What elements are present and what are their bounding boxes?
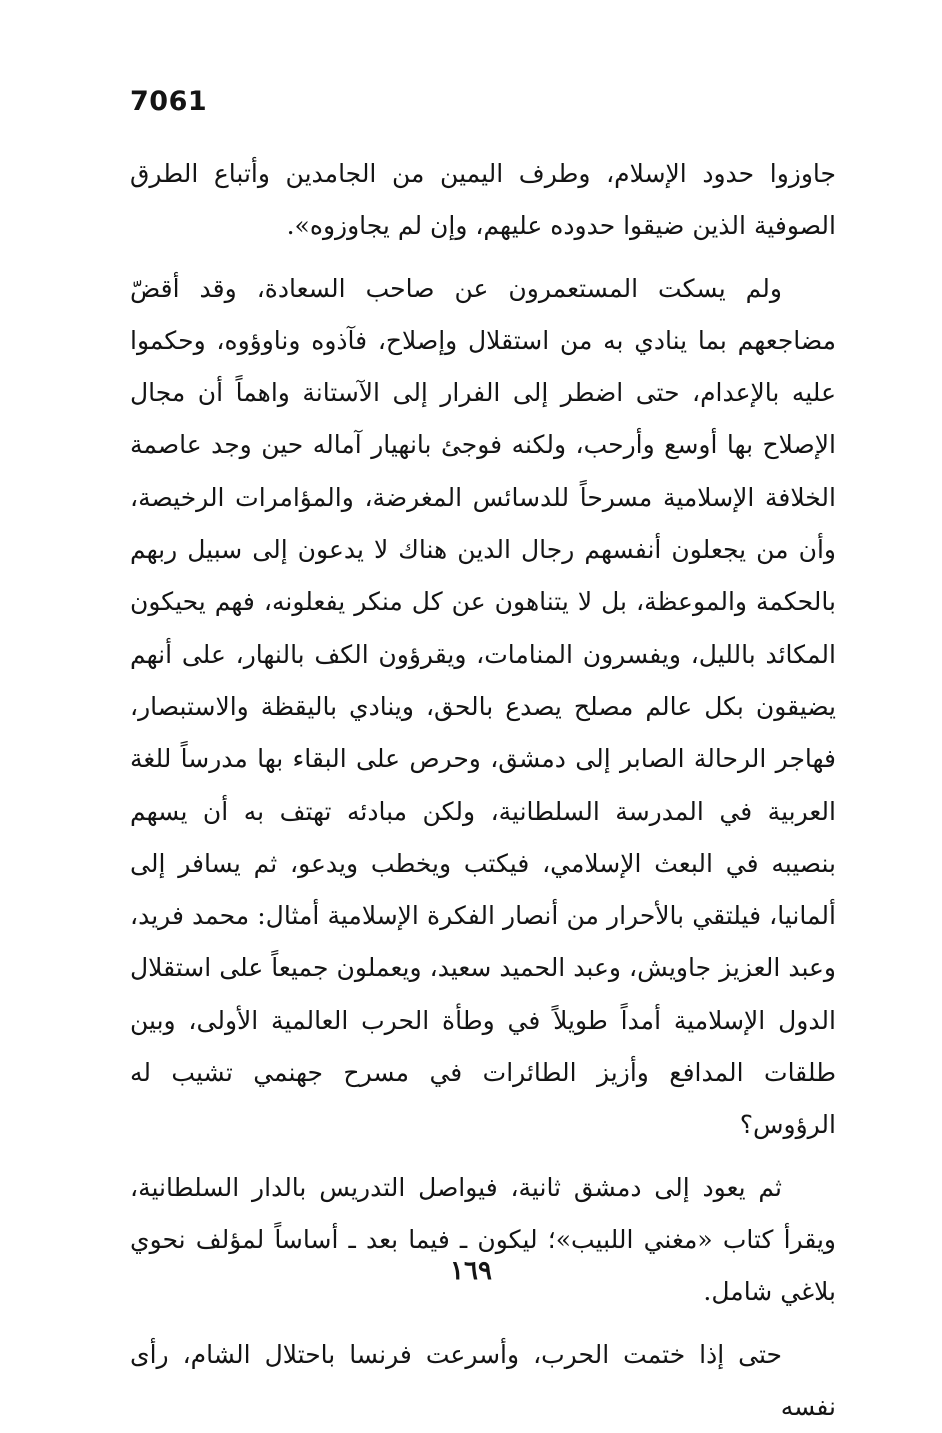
- page-number: ١٦٩: [450, 1256, 492, 1286]
- paragraph-continuation: جاوزوا حدود الإسلام، وطرف اليمين من الجامدين وأتباع الطرق الصوفية الذين ضيقوا حدوده عليهم، وإن لم يجاوزوه».: [130, 159, 836, 241]
- paragraph-war-end: حتى إذا ختمت الحرب، وأسرعت فرنسا باحتلال الشام، رأى نفسه: [130, 1339, 836, 1421]
- paragraph-colonizers: ولم يسكت المستعمرون عن صاحب السعادة، وقد أقضّ مضاجعهم بما ينادي به من استقلال وإصلاح، فآذوه وناوؤوه، وحكموا عليه بالإعدام، حتى اضطر إلى الفرار إلى الآستانة واهماً أن مجال الإصلاح بها أوسع وأرحب، ولكنه فوجئ بانهيار آماله حين وجد عاصمة الخلافة الإسلامية مسرحاً للدسائس المغرضة، والمؤامرات الرخيصة، وأن من يجعلون أنفسهم رجال الدين هناك لا يدعون إلى سبيل ربهم بالحكمة والموعظة، بل لا يتناهون عن كل منكر يفعلونه، فهم يحيكون المكائد بالليل، ويفسرون المنامات، ويقرؤون الكف بالنهار، على أنهم يضيقون بكل عالم مصلح يصدع بالحق، وينادي باليقظة والاستبصار، فهاجر الرحالة الصابر إلى دمشق، وحرص على البقاء بها مدرساً للغة العربية في المدرسة السلطانية، ولكن مبادئه تهتف به أن يسهم بنصيبه في البعث الإسلامي، فيكتب ويخطب ويدعو، ثم يسافر إلى ألمانيا، فيلتقي بالأحرار من أنصار الفكرة الإسلامية أمثال: محمد فريد، وعبد العزيز جاويش، وعبد الحميد سعيد، ويعملون جميعاً على استقلال الدول الإسلامية أمداً طويلاً في وطأة الحرب العالمية الأولى، وبين طلقات المدافع وأزيز الطائرات في مسرح جهنمي تشيب له الرؤوس؟: [130, 273, 836, 1140]
- reference-number: 7061: [130, 86, 208, 117]
- paragraph-return-damascus: ثم يعود إلى دمشق ثانية، فيواصل التدريس بالدار السلطانية، ويقرأ كتاب «مغني اللبيب»؛ ليكون ـ فيما بعد ـ أساساً لمؤلف نحوي بلاغي شامل.: [130, 1172, 836, 1307]
- body-text: [130, 148, 836, 1433]
